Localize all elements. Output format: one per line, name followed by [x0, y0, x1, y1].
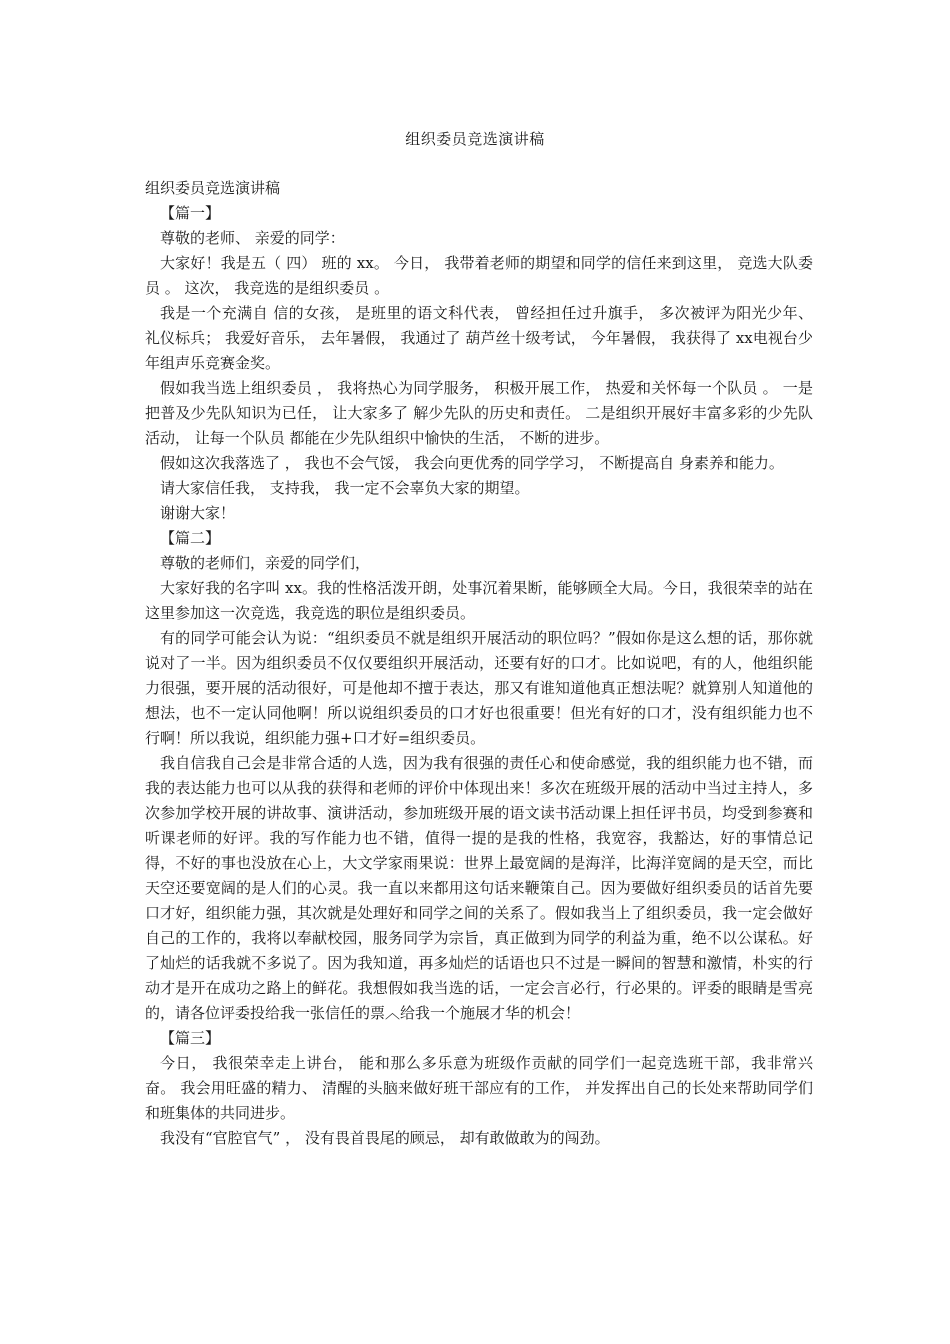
paragraph: 大家好！我是五（ 四） 班的 xx。 今日， 我带着老师的期望和同学的信任来到这里， 竞选大队委员 。 这次， 我竞选的是组织委员 。 [145, 254, 813, 297]
paragraph: 请大家信任我， 支持我， 我一定不会辜负大家的期望。 [160, 479, 530, 497]
paragraph: 今日， 我很荣幸走上讲台， 能和那么多乐意为班级作贡献的同学们一起竞选班干部，我非常兴奋。 我会用旺盛的精力、 清醒的头脑来做好班干部应有的工作， 并发挥出自己的长处来帮助同学们和班集体的共同进步。 [145, 1054, 813, 1122]
document-body [145, 176, 813, 1151]
section-heading: 【篇一】 [160, 204, 221, 222]
paragraph: 谢谢大家！ [160, 504, 236, 522]
paragraph: 假如我当选上组织委员 ， 我将热心为同学服务， 积极开展工作， 热爱和关怀每一个队员 。 一是把普及少先队知识为已任， 让大家多了 解少先队的历史和责任。 二是组织开展好丰富多彩的少先队活动， 让每一个队员 都能在少先队组织中愉快的生活， 不断的进步。 [145, 379, 813, 447]
section-heading: 【篇三】 [160, 1029, 221, 1047]
paragraph: 我自信我自己会是非常合适的人选，因为我有很强的责任心和使命感觉，我的组织能力也不错，而我的表达能力也可以从我的获得和老师的评价中体现出来！多次在班级开展的活动中当过主持人，多次参加学校开展的讲故事、演讲活动，参加班级开展的语文读书活动课上担任评书员，均受到参赛和听课老师的好评。我的写作能力也不错，值得一提的是我的性格，我宽容，我豁达，好的事情总记得，不好的事也没放在心上，大文学家雨果说：世界上最宽阔的是海洋，比海洋宽阔的是天空，而比天空还要宽阔的是人们的心灵。我一直以来都用这句话来鞭策自己。因为要做好组织委员的话首先要口才好，组织能力强，其次就是处理好和同学之间的关系了。假如我当上了组织委员，我一定会做好自己的工作的，我将以奉献校园，服务同学为宗旨，真正做到为同学的利益为重，绝不以公谋私。好了灿烂的话我就不多说了。因为我知道，再多灿烂的话语也只不过是一瞬间的智慧和激情，朴实的行动才是开在成功之路上的鲜花。我想假如我当选的话，一定会言必行，行必果的。评委的眼睛是雪亮的，请各位评委投给我一张信任的票︿给我一个施展才华的机会！ [145, 754, 813, 1022]
paragraph: 假如这次我落选了 ， 我也不会气馁， 我会向更优秀的同学学习， 不断提高自 身素养和能力。 [160, 454, 784, 472]
document-title: 组织委员竞选演讲稿 [405, 130, 545, 148]
section-3 [145, 1026, 813, 1151]
paragraph: 尊敬的老师、 亲爱的同学： [160, 229, 345, 247]
paragraph: 大家好我的名字叫 xx。我的性格活泼开朗，处事沉着果断，能够顾全大局。今日，我很荣幸的站在这里参加这一次竞选，我竞选的职位是组织委员。 [145, 579, 813, 622]
section-1 [145, 201, 813, 526]
paragraph: 有的同学可能会认为说：“组织委员不就是组织开展活动的职位吗？”假如你是这么想的话，那你就说对了一半。因为组织委员不仅仅要组织开展活动，还要有好的口才。比如说吧，有的人，他组织能力很强，要开展的活动很好，可是他却不擅于表达，那又有谁知道他真正想法呢？就算别人知道他的想法，也不一定认同他啊！所以说组织委员的口才好也很重要！但光有好的口才，没有组织能力也不行啊！所以我说，组织能力强+口才好=组织委员。 [145, 629, 813, 747]
paragraph: 我没有“官腔官气” ， 没有畏首畏尾的顾忌， 却有敢做敢为的闯劲。 [160, 1129, 610, 1147]
paragraph: 尊敬的老师们，亲爱的同学们， [160, 554, 371, 572]
section-2 [145, 526, 813, 1026]
document-subtitle: 组织委员竞选演讲稿 [145, 179, 281, 197]
section-heading: 【篇二】 [160, 529, 221, 547]
paragraph: 我是一个充满自 信的女孩， 是班里的语文科代表， 曾经担任过升旗手， 多次被评为阳光少年、 礼仪标兵； 我爱好音乐， 去年暑假， 我通过了 葫芦丝十级考试， 今年暑假， 我获得了 xx电视台少年组声乐竞赛金奖。 [145, 304, 813, 372]
